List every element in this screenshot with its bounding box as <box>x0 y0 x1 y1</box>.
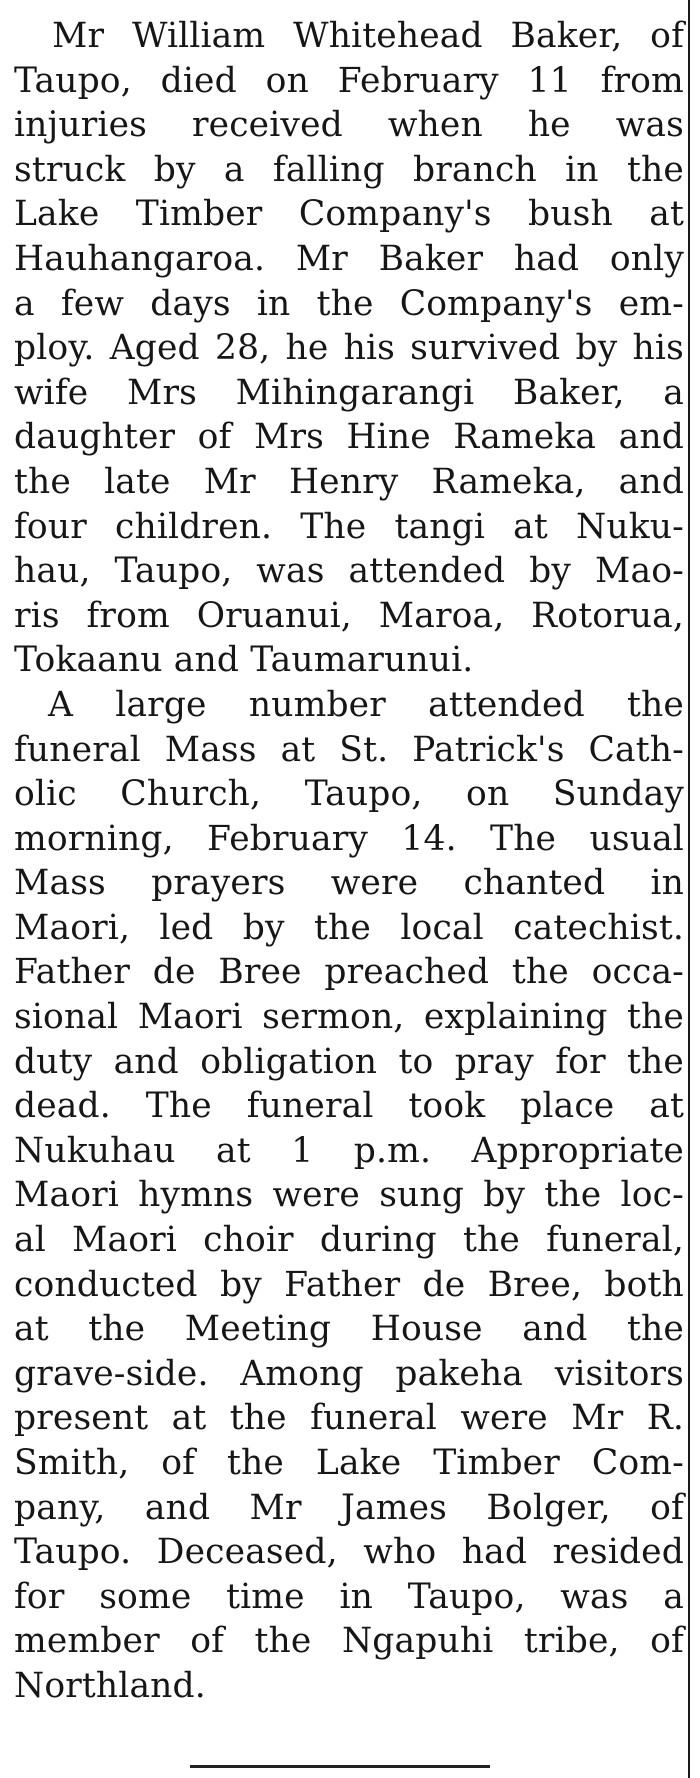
article-word: tribe, <box>523 1621 620 1662</box>
article-word: explaining <box>423 997 608 1038</box>
article-word: Mao- <box>595 551 684 592</box>
article-line <box>14 995 684 1040</box>
article-line <box>14 460 684 505</box>
article-word: Northland. <box>14 1665 206 1706</box>
article-word: Smith, <box>14 1443 130 1483</box>
article-word: he <box>527 105 571 146</box>
article-line <box>14 1575 684 1620</box>
article-word: tangi <box>394 506 486 547</box>
article-word: from <box>600 60 684 101</box>
article-word: injuries <box>14 105 148 146</box>
article-word: wife <box>14 372 89 413</box>
article-word: sung <box>379 1175 465 1216</box>
article-word: funeral <box>246 1086 374 1127</box>
article-word: Baker <box>378 238 484 279</box>
article-word: Taupo, <box>304 774 423 815</box>
article-word: at <box>216 1130 251 1171</box>
article-word: February <box>337 60 499 101</box>
article-word: Baker, <box>510 16 623 56</box>
article-line <box>14 817 684 862</box>
article-line <box>14 861 684 906</box>
article-word: on <box>265 60 309 101</box>
article-word: were <box>330 863 419 904</box>
article-word: from <box>86 595 170 636</box>
article-word: and <box>144 1487 211 1528</box>
article-word: Rameka <box>453 417 597 458</box>
article-word: the <box>626 149 684 190</box>
article-line <box>14 1664 684 1709</box>
article-word: Appropriate <box>471 1130 684 1171</box>
article-word: led <box>159 907 214 948</box>
article-word: Timber <box>135 194 263 235</box>
article-line <box>14 1441 684 1486</box>
article-word: by <box>529 551 572 592</box>
article-word: at <box>171 1398 207 1439</box>
article-word: who <box>363 1532 437 1573</box>
article-word: the <box>463 1220 520 1261</box>
article-word: a <box>663 1576 684 1617</box>
article-word: large <box>115 684 207 725</box>
article-word: hau, <box>14 551 91 592</box>
article-word: children. <box>114 506 273 547</box>
article-line <box>14 371 684 416</box>
article-line <box>14 1619 684 1664</box>
article-word: in <box>565 149 599 190</box>
article-word: catechist. <box>513 907 684 948</box>
article-word: sermon, <box>262 997 405 1038</box>
article-word: struck <box>14 149 126 190</box>
article-word: few <box>60 283 125 324</box>
article-word: and <box>618 417 684 458</box>
article-word: by <box>219 1264 262 1305</box>
article-word: morning, <box>14 818 174 859</box>
article-word: conducted <box>14 1264 198 1305</box>
article-word: of <box>197 417 232 458</box>
article-word: for <box>14 1576 65 1617</box>
article-word: both <box>604 1264 684 1305</box>
article-word: de <box>422 1264 466 1305</box>
article-word: Rameka, <box>431 461 586 502</box>
article-word: Mihingarangi <box>235 372 475 413</box>
article-word: on <box>466 774 510 815</box>
article-word: at <box>649 194 684 235</box>
article-word: Timber <box>433 1443 560 1483</box>
article-word: was <box>615 105 684 146</box>
article-word: Aged <box>109 328 200 369</box>
article-word: grave-side. <box>14 1353 209 1394</box>
article-word: Sunday <box>552 774 684 815</box>
article-line <box>14 772 684 817</box>
article-word: Bree <box>218 952 302 993</box>
article-line <box>14 594 684 639</box>
article-word: Mr <box>295 238 348 279</box>
article-word: present <box>14 1398 149 1439</box>
article-word: 28, <box>214 328 271 369</box>
article-word: Lake <box>14 194 100 235</box>
article-line <box>14 906 684 951</box>
article-word: the <box>627 684 684 725</box>
article-word: the <box>544 1175 602 1216</box>
article-word: Lake <box>315 1443 402 1483</box>
article-word: ris <box>14 595 60 636</box>
article-word: Maori <box>14 1175 119 1216</box>
article-word: Company's <box>298 194 492 235</box>
article-word: the <box>314 907 371 948</box>
article-word: attended <box>348 551 506 592</box>
article-word: to <box>398 1041 434 1082</box>
article-word: Company's <box>399 283 593 324</box>
article-word: a <box>663 372 684 413</box>
article-word: when <box>387 105 483 146</box>
article-line <box>14 1040 684 1085</box>
article-word: and <box>113 1041 179 1082</box>
article-word: Mass <box>164 729 257 770</box>
article-word: of <box>650 1621 684 1662</box>
article-word: and <box>522 1309 588 1350</box>
article-word: at <box>513 506 548 547</box>
article-line <box>14 549 684 594</box>
article-word: 14. <box>401 818 457 859</box>
article-word: The <box>145 1086 212 1127</box>
article-word: was <box>256 551 325 592</box>
article-word: Henry <box>288 461 399 502</box>
article-word: Taupo. <box>14 1532 132 1573</box>
article-word: were <box>272 1175 360 1216</box>
article-word: only <box>609 238 684 279</box>
article-word: of <box>190 1621 225 1662</box>
article-word: Bolger, <box>486 1487 611 1528</box>
article-word: ploy. <box>14 328 95 369</box>
article-word: survived <box>410 328 561 369</box>
article-word: occa- <box>591 952 684 993</box>
article-line <box>14 282 684 327</box>
article-line <box>14 415 684 460</box>
article-word: duty <box>14 1041 93 1082</box>
article-word: Whitehead <box>293 16 483 56</box>
article-word: funeral, <box>546 1220 684 1261</box>
article-word: his <box>343 328 395 369</box>
article-word: late <box>104 461 171 502</box>
article-word: Hauhangaroa. <box>14 238 266 279</box>
article-word: had <box>513 238 580 279</box>
article-word: at <box>649 1086 684 1127</box>
article-word: Taupo, <box>14 60 132 101</box>
article-word: the <box>627 1309 684 1350</box>
obituary-article <box>14 14 684 1709</box>
article-word: of <box>650 16 684 56</box>
article-word: at <box>280 729 316 770</box>
article-word: resided <box>552 1532 684 1573</box>
article-word: Maori <box>72 1220 177 1261</box>
article-word: at <box>14 1309 49 1350</box>
article-word: Among <box>240 1353 364 1394</box>
article-line <box>14 192 684 237</box>
article-word: Com- <box>591 1443 684 1483</box>
article-word: funeral <box>14 729 141 770</box>
article-word: four <box>14 506 87 547</box>
article-word: Taupo, <box>407 1576 526 1617</box>
article-word: the <box>14 461 71 502</box>
article-word: by <box>483 1175 526 1216</box>
article-word: William <box>131 16 266 56</box>
article-word: during <box>319 1220 437 1261</box>
article-word: dead. <box>14 1086 111 1127</box>
article-word: in <box>256 283 291 324</box>
article-word: a <box>223 149 245 190</box>
article-word: The <box>490 818 557 859</box>
article-line <box>14 103 684 148</box>
article-line <box>14 59 684 104</box>
article-word: The <box>300 506 367 547</box>
article-word: by <box>575 328 618 369</box>
article-word: Nukuhau <box>14 1130 176 1171</box>
article-word: de <box>152 952 196 993</box>
article-word: olic <box>14 774 77 815</box>
article-word: member <box>14 1621 160 1662</box>
article-word: the <box>511 952 569 993</box>
article-word: and <box>618 461 684 502</box>
article-word: obligation <box>200 1041 378 1082</box>
article-word: preached <box>324 952 490 993</box>
article-word: in <box>650 863 684 904</box>
article-word: em- <box>618 283 684 324</box>
article-word: Maori <box>137 997 243 1038</box>
article-word: his <box>632 328 684 369</box>
article-word: choir <box>203 1220 294 1261</box>
article-line <box>14 1218 684 1263</box>
article-line <box>14 950 684 995</box>
article-line <box>14 237 684 282</box>
article-line <box>14 1129 684 1174</box>
article-word: prayers <box>151 863 286 904</box>
article-word: 1 <box>291 1130 314 1171</box>
article-word: Church, <box>120 774 262 815</box>
article-line <box>14 1084 684 1129</box>
article-word: Father <box>14 952 131 993</box>
article-line <box>14 1173 684 1218</box>
article-word: Hine <box>346 417 431 458</box>
article-word: Taupo, <box>114 551 233 592</box>
article-word: number <box>248 684 386 725</box>
article-word: attended <box>428 684 585 725</box>
article-word: visitors <box>554 1353 684 1394</box>
article-word: falling <box>272 149 385 190</box>
article-word: Maroa, <box>378 595 505 636</box>
article-word: Bree, <box>487 1264 583 1305</box>
article-line <box>14 148 684 193</box>
article-word: Father <box>284 1264 401 1305</box>
article-line <box>14 505 684 550</box>
article-word: St. <box>339 729 389 770</box>
article-word: received <box>192 105 343 146</box>
article-word: February <box>207 818 369 859</box>
article-word: had <box>461 1532 528 1573</box>
article-word: the <box>254 1621 312 1662</box>
article-line <box>14 638 684 683</box>
article-word: Nuku- <box>576 506 684 547</box>
column-divider <box>688 0 690 1778</box>
article-word: Baker, <box>512 372 625 413</box>
article-word: Mr <box>52 16 105 56</box>
article-word: the <box>627 997 684 1038</box>
article-line <box>14 728 684 773</box>
article-word: House <box>370 1309 483 1350</box>
article-word: Meeting <box>184 1309 332 1350</box>
article-word: Mr <box>571 1398 624 1439</box>
article-word: by <box>153 149 196 190</box>
article-word: Ngapuhi <box>341 1621 494 1662</box>
article-word: Mr <box>249 1487 302 1528</box>
article-word: sional <box>14 997 119 1038</box>
article-word: Cath- <box>588 729 684 770</box>
article-word: time <box>226 1576 305 1617</box>
article-word: pakeha <box>395 1353 524 1394</box>
article-word: were <box>460 1398 548 1439</box>
article-word: Patrick's <box>412 729 565 770</box>
article-word: the <box>229 1398 287 1439</box>
article-end-rule <box>190 1765 490 1768</box>
article-word: some <box>99 1576 192 1617</box>
article-line <box>14 1307 684 1352</box>
article-word: Deceased, <box>156 1532 338 1573</box>
article-line <box>14 1396 684 1441</box>
article-word: days <box>150 283 231 324</box>
article-word: usual <box>589 818 684 859</box>
article-line <box>14 1486 684 1531</box>
article-word: Maori, <box>14 907 131 948</box>
article-word: local <box>400 907 484 948</box>
article-word: the <box>316 283 374 324</box>
article-word: Mr <box>203 461 256 502</box>
article-word: chanted <box>463 863 606 904</box>
article-line <box>14 1263 684 1308</box>
article-line <box>14 683 684 728</box>
article-word: a <box>14 283 35 324</box>
article-line <box>14 1352 684 1397</box>
article-paragraph-2 <box>14 683 684 1709</box>
article-word: place <box>520 1086 615 1127</box>
article-word: loc- <box>620 1175 684 1216</box>
article-word: the <box>227 1443 284 1483</box>
article-word: Mrs <box>126 372 197 413</box>
article-word: branch <box>413 149 537 190</box>
article-word: of <box>650 1487 684 1528</box>
article-word: he <box>285 328 329 369</box>
article-word: by <box>242 907 285 948</box>
article-word: James <box>341 1487 448 1528</box>
article-word: of <box>161 1443 196 1483</box>
article-word: Rotorua, <box>531 595 684 636</box>
article-word: pray <box>454 1041 534 1082</box>
article-line <box>14 326 684 371</box>
article-word: al <box>14 1220 46 1261</box>
article-paragraph-1 <box>14 14 684 683</box>
article-word: bush <box>528 194 613 235</box>
article-word: for <box>555 1041 606 1082</box>
article-word: Tokaanu and Taumarunui. <box>14 640 474 681</box>
article-word: daughter <box>14 417 176 458</box>
article-word: took <box>408 1086 486 1127</box>
article-word: died <box>160 60 237 101</box>
article-word: the <box>88 1309 146 1350</box>
article-word: the <box>627 1041 684 1082</box>
article-word: p.m. <box>353 1130 432 1171</box>
article-word: pany, <box>14 1487 106 1528</box>
article-word: in <box>339 1576 374 1617</box>
article-word: 11 <box>527 60 572 101</box>
article-word: Oruanui, <box>196 595 352 636</box>
article-word: R. <box>646 1398 684 1439</box>
article-line <box>14 1530 684 1575</box>
article-word: was <box>560 1576 629 1617</box>
article-line <box>14 14 684 59</box>
article-word: A <box>48 684 74 725</box>
article-word: funeral <box>310 1398 437 1439</box>
article-word: hymns <box>138 1175 254 1216</box>
article-word: Mass <box>14 863 106 904</box>
article-word: Mrs <box>253 417 324 458</box>
